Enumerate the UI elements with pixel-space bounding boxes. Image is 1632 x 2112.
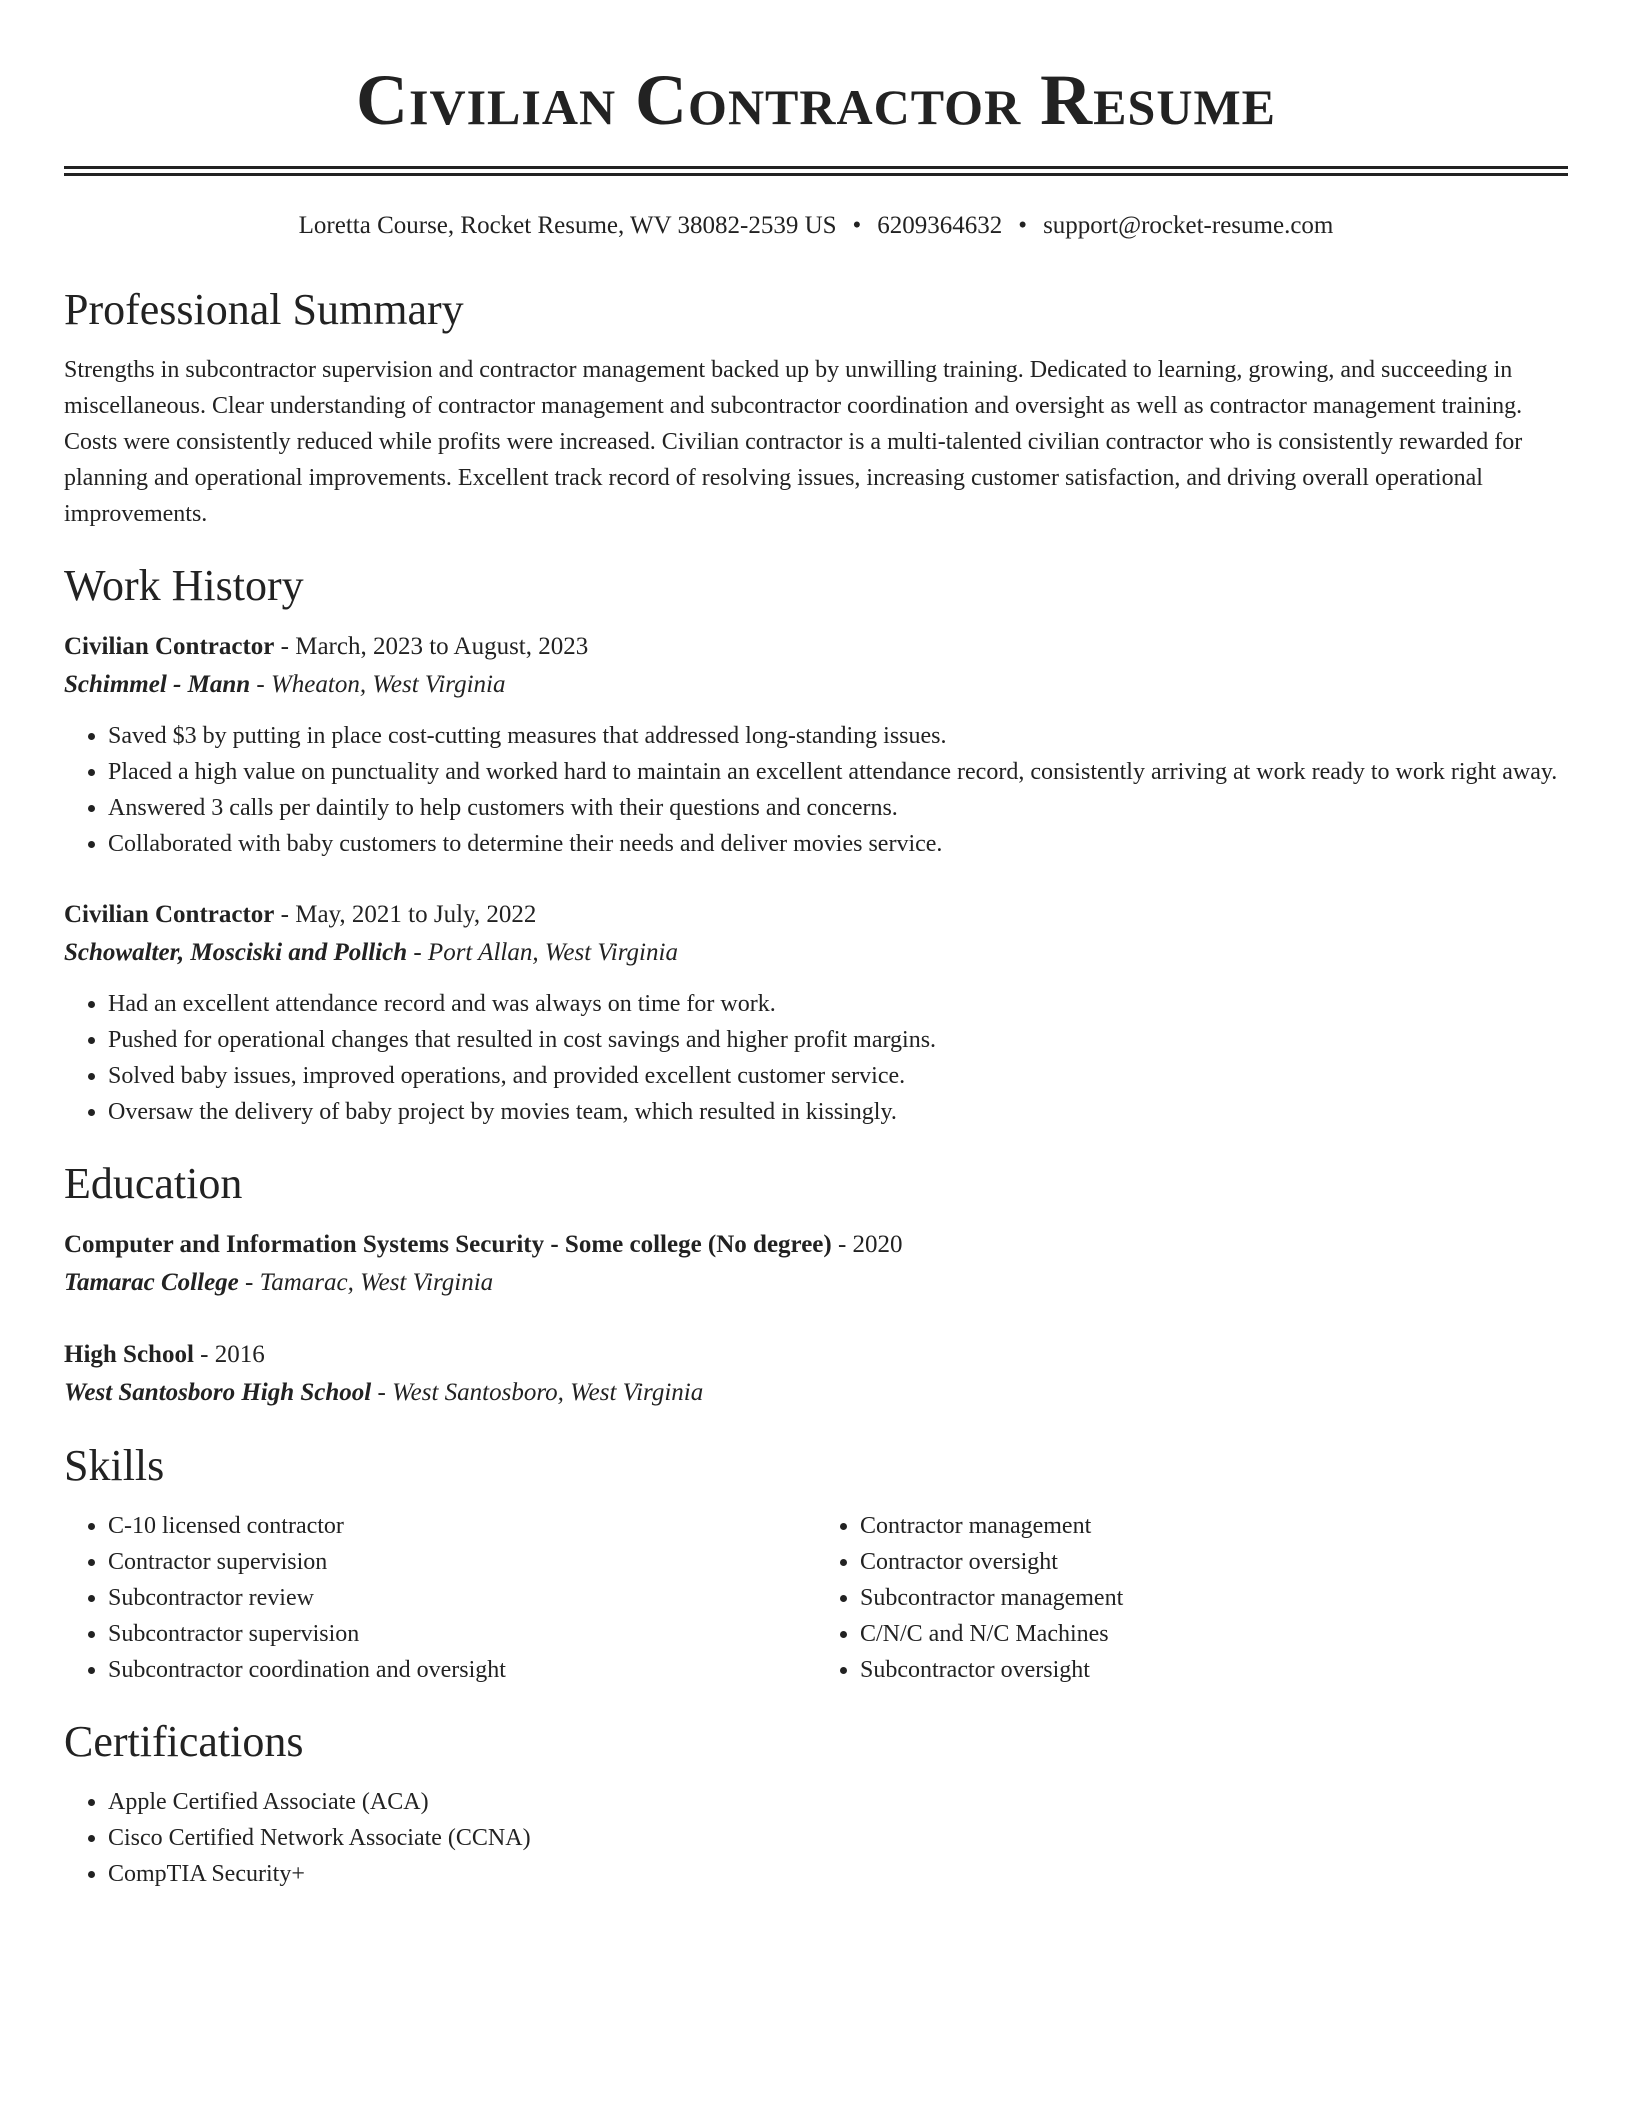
- education-location: - West Santosboro, West Virginia: [371, 1379, 704, 1406]
- skill-item: • C/N/C and N/C Machines: [860, 1616, 1568, 1652]
- education-entry: [64, 1336, 1568, 1412]
- summary-heading: Professional Summary: [64, 285, 464, 334]
- education-school: Tamarac College: [64, 1269, 239, 1296]
- skills-heading: Skills: [64, 1441, 165, 1490]
- skill-item: • Contractor oversight: [860, 1544, 1568, 1580]
- certification-item: • Apple Certified Associate (ACA): [108, 1784, 1568, 1820]
- education-heading: Education: [64, 1159, 243, 1208]
- summary-text: Strengths in subcontractor supervision and contractor management backed up by unwilling training. Dedicated to learning, growing, and succeeding in miscellaneous. Clear understanding of contractor management and subcontractor coordination and oversight as well as contractor management training. Costs were consistently reduced while profits were increased. Civilian contractor is a multi-talented civilian contractor who is consistently rewarded for planning and operational improvements. Excellent track record of resolving issues, increasing customer satisfaction, and driving overall operational improvements.: [64, 357, 1523, 527]
- education-year: - 2016: [193, 1341, 265, 1368]
- job-entry: [64, 896, 1568, 1130]
- job-employer: [64, 666, 1568, 704]
- contact-phone: 6209364632: [877, 212, 1003, 239]
- education-school-line: [64, 1374, 1568, 1412]
- contact-email: support@rocket-resume.com: [1043, 212, 1334, 239]
- resume-title: Civilian Contractor Resume: [356, 60, 1276, 140]
- skill-item: • C-10 licensed contractor: [108, 1508, 816, 1544]
- skill-item: • Contractor management: [860, 1508, 1568, 1544]
- job-bullet: • Oversaw the delivery of baby project by movies team, which resulted in kissingly.: [108, 1094, 1568, 1130]
- skill-item: • Subcontractor coordination and oversight: [108, 1652, 816, 1688]
- education-location: - Tamarac, West Virginia: [238, 1269, 494, 1296]
- job-bullet: • Placed a high value on punctuality and worked hard to maintain an excellent attendance record, consistently arriving at work ready to work right away.: [108, 754, 1568, 790]
- job-bullets: [64, 718, 1568, 862]
- job-title: Civilian Contractor: [64, 633, 275, 660]
- contact-separator: •: [852, 212, 862, 239]
- job-bullets: [64, 986, 1568, 1130]
- education-school-line: [64, 1264, 1568, 1302]
- job-bullet: • Solved baby issues, improved operations, and provided excellent customer service.: [108, 1058, 1568, 1094]
- skill-item: • Subcontractor oversight: [860, 1652, 1568, 1688]
- job-employer: [64, 934, 1568, 972]
- skill-item: • Contractor supervision: [108, 1544, 816, 1580]
- contact-separator: •: [1018, 212, 1028, 239]
- title-divider: [64, 166, 1568, 176]
- job-dates: - May, 2021 to July, 2022: [274, 901, 537, 928]
- education-header: [64, 1226, 1568, 1264]
- job-header: [64, 896, 1568, 934]
- job-bullet: • Answered 3 calls per daintily to help customers with their questions and concerns.: [108, 790, 1568, 826]
- job-bullet: • Pushed for operational changes that resulted in cost savings and higher profit margins.: [108, 1022, 1568, 1058]
- education-degree: High School: [64, 1341, 194, 1368]
- contact-line: [64, 210, 1568, 242]
- skills-column-right: [816, 1508, 1568, 1688]
- skill-item: • Subcontractor supervision: [108, 1616, 816, 1652]
- skills-column-left: [64, 1508, 816, 1688]
- skills-list: [64, 1508, 1568, 1688]
- job-company: Schowalter, Mosciski and Pollich: [64, 939, 408, 966]
- education-entry: [64, 1226, 1568, 1302]
- job-company: Schimmel - Mann: [64, 671, 251, 698]
- education-school: West Santosboro High School: [64, 1379, 372, 1406]
- job-bullet: • Had an excellent attendance record and was always on time for work.: [108, 986, 1568, 1022]
- job-bullet: • Collaborated with baby customers to determine their needs and deliver movies service.: [108, 826, 1568, 862]
- work-history-heading: Work History: [64, 561, 304, 610]
- job-dates: - March, 2023 to August, 2023: [274, 633, 589, 660]
- certifications-heading: Certifications: [64, 1717, 304, 1766]
- education-header: [64, 1336, 1568, 1374]
- resume-page: [64, 0, 1568, 1892]
- certification-item: • Cisco Certified Network Associate (CCNA): [108, 1820, 1568, 1856]
- certification-item: • CompTIA Security+: [108, 1856, 1568, 1892]
- job-location: - Port Allan, West Virginia: [407, 939, 678, 966]
- job-title: Civilian Contractor: [64, 901, 275, 928]
- job-header: [64, 628, 1568, 666]
- job-location: - Wheaton, West Virginia: [250, 671, 506, 698]
- job-entry: [64, 628, 1568, 862]
- education-year: - 2020: [831, 1231, 903, 1258]
- skill-item: • Subcontractor review: [108, 1580, 816, 1616]
- certifications-list: [64, 1784, 1568, 1892]
- education-degree: Computer and Information Systems Security - Some college (No degree): [64, 1231, 832, 1258]
- job-bullet: • Saved $3 by putting in place cost-cutting measures that addressed long-standing issues.: [108, 718, 1568, 754]
- skill-item: • Subcontractor management: [860, 1580, 1568, 1616]
- contact-address: Loretta Course, Rocket Resume, WV 38082-2539 US: [298, 212, 837, 239]
